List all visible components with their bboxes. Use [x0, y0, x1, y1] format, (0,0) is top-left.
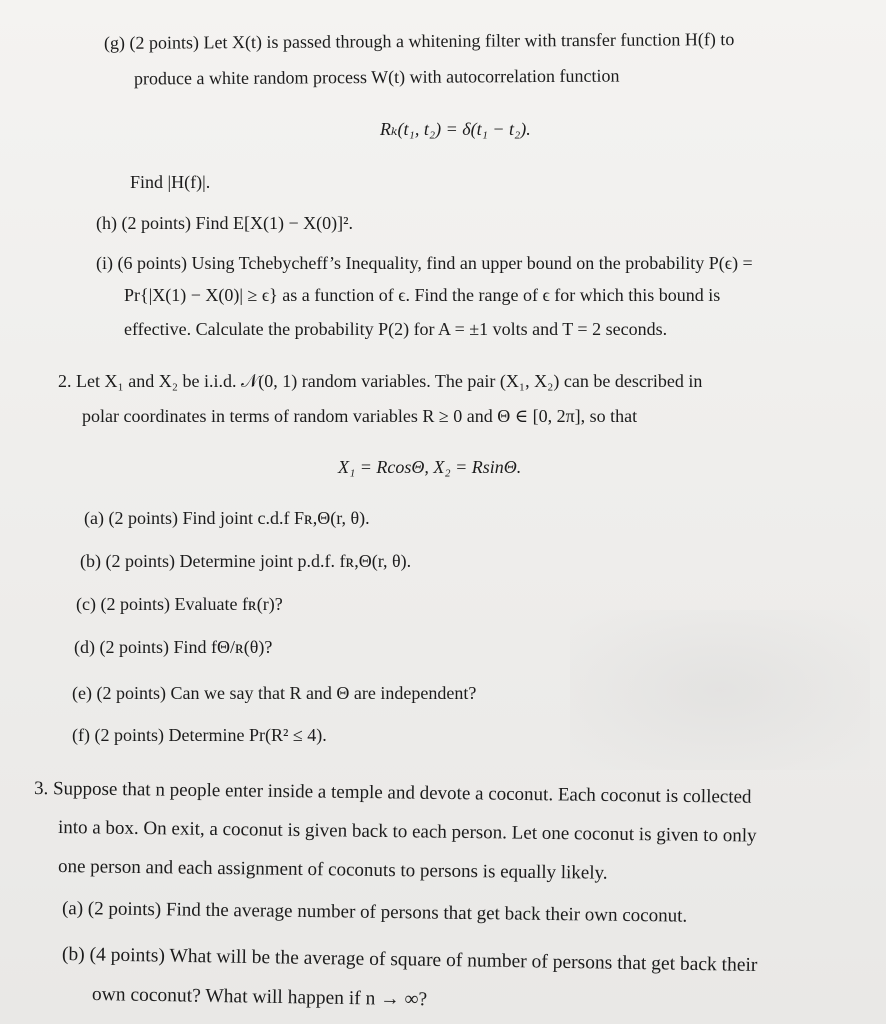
problem-3b-line-1: (b) (4 points) What will be the average of square of number of persons that get back their — [61, 944, 758, 976]
problem-2-equation: X₁ = RcosΘ, X₂ = RsinΘ. — [338, 457, 522, 477]
problem-1g-line-1: (g) (2 points) Let X(t) is passed through a whitening filter with transfer function H(f) to — [103, 29, 735, 53]
problem-1i-line-1: (i) (6 points) Using Tchebycheff’s Inequality, find an upper bound on the probability P(ϵ) = — [96, 253, 753, 273]
problem-1g-equation: Rₖ(t₁, t₂) = δ(t₁ − t₂). — [380, 119, 531, 139]
problem-3-line-1: 3. Suppose that n people enter inside a temple and devote a coconut. Each coconut is collected — [33, 778, 752, 808]
problem-2f: (f) (2 points) Determine Pr(R² ≤ 4). — [72, 725, 327, 745]
problem-3b-line-2: own coconut? What will happen if n → ∞? — [91, 984, 428, 1011]
problem-1i-line-3: effective. Calculate the probability P(2) for A = ±1 volts and T = 2 seconds. — [124, 319, 668, 339]
problem-2c: (c) (2 points) Evaluate fʀ(r)? — [76, 594, 283, 614]
problem-2d: (d) (2 points) Find fΘ/ʀ(θ)? — [74, 637, 273, 657]
problem-2-line-1: 2. Let X₁ and X₂ be i.i.d. 𝒩(0, 1) random variables. The pair (X₁, X₂) can be described in — [58, 371, 703, 391]
problem-1h: (h) (2 points) Find E[X(1) − X(0)]². — [96, 213, 354, 233]
problem-1i-line-2: Pr{|X(1) − X(0)| ≥ ϵ} as a function of ϵ. Find the range of ϵ for which this bound is — [124, 285, 721, 305]
problem-2e: (e) (2 points) Can we say that R and Θ are independent? — [72, 683, 477, 703]
problem-2b: (b) (2 points) Determine joint p.d.f. fʀ,Θ(r, θ). — [80, 551, 412, 571]
problem-2-line-2: polar coordinates in terms of random variables R ≥ 0 and Θ ∈ [0, 2π], so that — [82, 406, 638, 426]
problem-2a: (a) (2 points) Find joint c.d.f Fʀ,Θ(r, θ). — [84, 508, 370, 528]
problem-1g-find: Find |H(f)|. — [130, 172, 211, 192]
problem-1g-line-2: produce a white random process W(t) with autocorrelation function — [133, 65, 620, 89]
problem-3-line-3: one person and each assignment of coconuts to persons is equally likely. — [57, 856, 608, 884]
problem-3-line-2: into a box. On exit, a coconut is given back to each person. Let one coconut is given to only — [57, 817, 757, 847]
problem-3a: (a) (2 points) Find the average number of persons that get back their own coconut. — [61, 898, 688, 927]
paper-shadow — [570, 610, 870, 770]
